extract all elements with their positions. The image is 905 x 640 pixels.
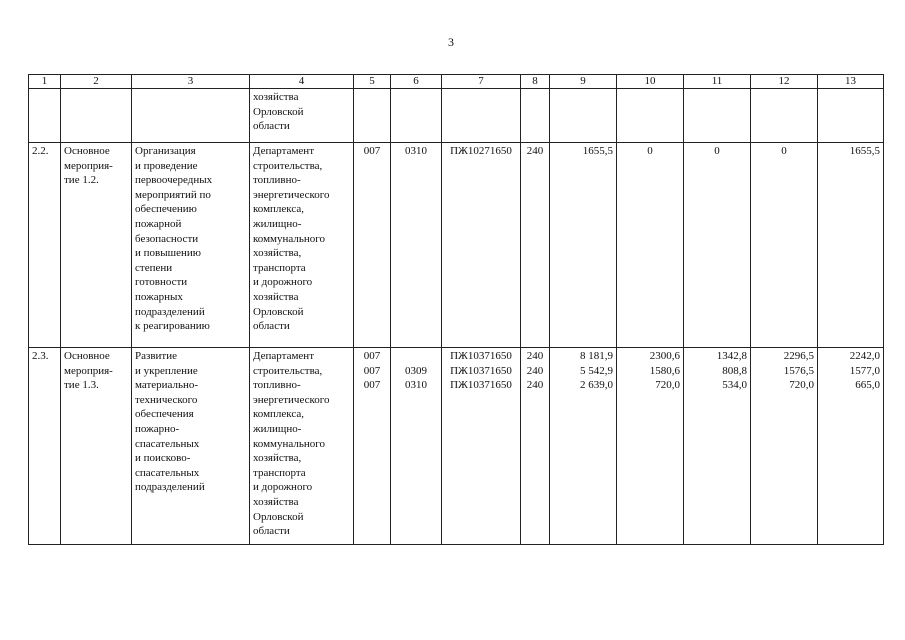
grbs-cell [354, 143, 391, 348]
cell-line: комплекса, [253, 408, 305, 421]
cell-line: области [253, 120, 290, 133]
cell-line: пожарной [135, 217, 182, 230]
cell-line: 1580,6 [649, 364, 680, 377]
cell-line: Орловской [253, 510, 304, 523]
cell-line: 0 [781, 145, 787, 157]
table-cell [751, 89, 818, 143]
table-cell [521, 89, 550, 143]
header-cell: 1 [29, 75, 61, 89]
cell-line: Основное [64, 350, 110, 362]
cell-line: строительства, [253, 159, 323, 172]
amount-cell [751, 143, 818, 348]
header-cell: 8 [521, 75, 550, 89]
cell-line: 2296,5 [783, 350, 814, 362]
cell-line: 240 [526, 145, 544, 157]
cell-line: транспорта [253, 466, 306, 479]
cell-line: хозяйства, [253, 452, 302, 465]
cell-line: Департамент [253, 145, 315, 157]
page-number: 3 [448, 35, 454, 49]
cell-line: к реагированию [135, 320, 210, 333]
grbs-cell [354, 348, 391, 545]
cell-line: подразделений [135, 481, 205, 494]
cell-line: жилищно- [253, 422, 302, 435]
cell-line: 1576,5 [783, 364, 814, 377]
header-cell: 12 [751, 75, 818, 89]
event-cell [61, 143, 132, 348]
cell-line: 720,0 [789, 379, 814, 392]
section-cell [391, 348, 442, 545]
amount-cell [617, 348, 684, 545]
table-cell [132, 89, 250, 143]
cell-line: 0 [647, 145, 653, 157]
amount-cell [818, 348, 884, 545]
table-cell [818, 89, 884, 143]
cell-line: мероприятий по [135, 188, 211, 201]
header-cell: 4 [250, 75, 354, 89]
cell-line: Департамент [253, 350, 315, 362]
cell-line: тие 1.3. [64, 379, 99, 392]
cell-line: 007 [363, 379, 381, 392]
cell-line: пожарных [135, 290, 183, 303]
cell-line: подразделений [135, 305, 205, 318]
table-cell [617, 89, 684, 143]
amount-cell [550, 348, 617, 545]
executor-cell [250, 348, 354, 545]
header-cell: 2 [61, 75, 132, 89]
cell-line: 1655,5 [582, 145, 613, 157]
cell-line: коммунального [253, 437, 325, 450]
row-number-cell: 2.2. [29, 143, 61, 348]
cell-line: безопасности [135, 232, 199, 245]
cell-line: 808,8 [722, 364, 747, 377]
cell-line: готовности [135, 276, 188, 289]
target-article-cell [442, 143, 521, 348]
amount-cell [550, 143, 617, 348]
cell-line: транспорта [253, 261, 306, 274]
cell-line: и дорожного [253, 276, 313, 289]
table-cell [391, 89, 442, 143]
header-cell: 10 [617, 75, 684, 89]
cell-line: хозяйства [253, 495, 299, 508]
table-cell [550, 89, 617, 143]
header-cell: 9 [550, 75, 617, 89]
cell-line: 007 [363, 145, 381, 157]
cell-line: 0310 [405, 145, 427, 157]
cell-line: и укрепление [135, 364, 198, 377]
expense-type-cell [521, 348, 550, 545]
cell-line: тие 1.2. [64, 174, 99, 187]
cell-line: 2242,0 [849, 350, 880, 362]
cell-line: 2300,6 [649, 350, 680, 362]
cell-line: 240 [526, 379, 544, 392]
target-article-cell [442, 348, 521, 545]
event-cell [61, 348, 132, 545]
cell-line: 0309 [405, 364, 427, 377]
cell-line: и поисково- [135, 452, 191, 465]
cell-line: первоочередных [135, 174, 213, 187]
section-cell [391, 143, 442, 348]
header-cell: 13 [818, 75, 884, 89]
amount-cell [751, 348, 818, 545]
table-row-2-3 [29, 348, 884, 545]
header-cell: 11 [684, 75, 751, 89]
cell-line: 1577,0 [849, 364, 880, 377]
cell-line: ПЖ10271650 [450, 145, 512, 157]
amount-cell [684, 143, 751, 348]
cell-line: обеспечения [135, 408, 194, 421]
header-cell: 7 [442, 75, 521, 89]
row-number-cell: 2.3. [29, 348, 61, 545]
table-cell [29, 89, 61, 143]
table-cell [442, 89, 521, 143]
amount-cell [684, 348, 751, 545]
cell-line: спасательных [135, 437, 200, 450]
cell-line: и проведение [135, 159, 198, 172]
cell-line: Основное [64, 145, 110, 157]
header-cell: 6 [391, 75, 442, 89]
cell-line: области [253, 525, 290, 538]
cell-line: мероприя- [64, 364, 113, 377]
cell-line: 240 [526, 350, 544, 362]
cell-line: пожарно- [135, 422, 180, 435]
cell-line: комплекса, [253, 203, 305, 216]
cell-line: 0310 [405, 379, 427, 392]
cell-line: 0 [714, 145, 720, 157]
cell-line: строительства, [253, 364, 323, 377]
cell-line: области [253, 320, 290, 333]
cell-line: энергетического [253, 188, 330, 201]
cell-line: жилищно- [253, 217, 302, 230]
cell-line: топливно- [253, 379, 301, 392]
cell-line: Орловской [253, 105, 304, 118]
cell-line: 1655,5 [849, 145, 880, 157]
budget-table [28, 74, 884, 545]
cell-line: хозяйства, [253, 247, 302, 260]
cell-line: 534,0 [722, 379, 747, 392]
name-cell [132, 348, 250, 545]
amount-cell [818, 143, 884, 348]
cell-line: топливно- [253, 174, 301, 187]
name-cell [132, 143, 250, 348]
cell-line: хозяйства [253, 290, 299, 303]
cell-line: 1342,8 [716, 350, 747, 362]
header-cell: 3 [132, 75, 250, 89]
executor-cell [250, 143, 354, 348]
header-row [29, 75, 884, 89]
cell-line: 007 [363, 350, 381, 362]
cell-line: обеспечению [135, 203, 197, 216]
cell-line: 007 [363, 364, 381, 377]
cell-line: ПЖ10371650 [450, 364, 512, 377]
cell-line [394, 349, 438, 364]
cell-line: Организация [135, 145, 196, 157]
amount-cell [617, 143, 684, 348]
cell-line: спасательных [135, 466, 200, 479]
cell-line: 665,0 [855, 379, 880, 392]
cell-line: 5 542,9 [580, 364, 613, 377]
cell-line: и повышению [135, 247, 201, 260]
expense-type-cell [521, 143, 550, 348]
continuation-row [29, 89, 884, 143]
table-cell [354, 89, 391, 143]
cell-line: 240 [526, 364, 544, 377]
cell-line: степени [135, 261, 173, 274]
table-row-2-2 [29, 143, 884, 348]
cell-line: коммунального [253, 232, 325, 245]
table-cell [684, 89, 751, 143]
cell-line: Развитие [135, 350, 178, 362]
cell-line: ПЖ10371650 [450, 379, 512, 392]
cell-line: 2 639,0 [580, 379, 613, 392]
cell-line: хозяйства [253, 91, 299, 103]
cell-line: 720,0 [655, 379, 680, 392]
header-cell: 5 [354, 75, 391, 89]
cell-line: энергетического [253, 393, 330, 406]
cell-line: и дорожного [253, 481, 313, 494]
cell-line: материально- [135, 379, 199, 392]
cell-line: Орловской [253, 305, 304, 318]
continuation-executor-cell [250, 89, 354, 143]
cell-line: технического [135, 393, 198, 406]
cell-line: мероприя- [64, 159, 113, 172]
cell-line: 8 181,9 [580, 350, 613, 362]
cell-line: ПЖ10371650 [450, 350, 512, 362]
table-cell [61, 89, 132, 143]
